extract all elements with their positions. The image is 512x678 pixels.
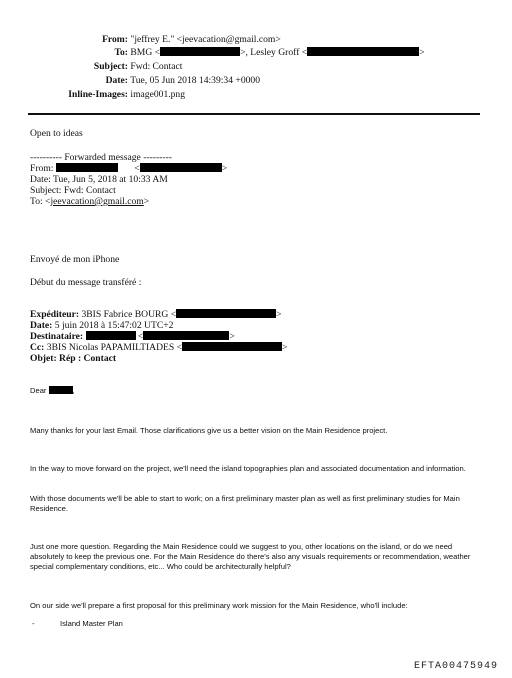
redaction-box — [307, 47, 419, 56]
forwarded-to-label: To: < — [30, 196, 51, 207]
forwarded-from-open: < — [134, 163, 140, 174]
letter-paragraph: With those documents we'll be able to start to work; on a first preliminary master plan as well as first preliminary studies for Main Residence. — [30, 494, 460, 513]
letter-paragraph: In the way to move forward on the project, we'll need the island topographies plan and associated documentation and information. — [30, 464, 466, 473]
fr-object-row — [30, 353, 116, 365]
fr-cc-close: > — [282, 342, 288, 353]
bullet-mark: - — [32, 619, 35, 628]
redaction-box — [143, 331, 229, 340]
letter-greeting-row — [30, 386, 75, 396]
header-date-value: Tue, 05 Jun 2018 14:39:34 +0000 — [130, 75, 261, 86]
forwarded-to-close: > — [143, 196, 150, 207]
open-line: Open to ideas — [30, 128, 83, 139]
fr-recipient-label: Destinataire: — [30, 331, 84, 342]
redaction-box — [49, 386, 73, 394]
redaction-box — [176, 309, 276, 318]
fr-date-value: 5 juin 2018 à 15:47:02 UTC+2 — [54, 320, 174, 331]
letter-paragraph: Many thanks for your last Email. Those clarifications give us a better vision on the Main Residence project. — [30, 426, 388, 435]
letter-paragraph: Just one more question. Regarding the Main Residence could we suggest to you, other locations on the island, or do we need absolutely to keep the previous one. For the Main Residence do there's also any visuals requirements or recommendation, weather special complementary conditions, etc... Who could be architecturally helpful? — [30, 542, 471, 571]
fr-date-label: Date: — [30, 320, 53, 331]
header-subject-row — [30, 61, 182, 73]
forwarded-to-email-link[interactable]: jeevacation@gmail.com — [50, 196, 144, 207]
header-from-row — [30, 34, 281, 46]
header-to-prefix: BMG < — [130, 47, 161, 58]
sent-from-line: Envoyé de mon iPhone — [30, 254, 120, 265]
header-divider — [28, 113, 480, 115]
forwarded-date: Date: Tue, Jun 5, 2018 at 10:33 AM — [30, 174, 168, 185]
header-to-mid: >, Lesley Groff < — [240, 47, 308, 58]
header-date-row — [30, 75, 260, 87]
fr-object-label: Objet: — [30, 353, 57, 364]
header-to-label: To: — [114, 47, 128, 58]
header-from-value: "jeffrey E." <jeevacation@gmail.com> — [130, 34, 281, 45]
redaction-box — [56, 163, 118, 172]
fr-sender-value: 3BIS Fabrice BOURG < — [81, 309, 177, 320]
redaction-box — [86, 331, 136, 340]
redaction-box — [140, 163, 222, 172]
forwarded-subject: Subject: Fwd: Contact — [30, 185, 116, 196]
header-inline-images-row — [30, 89, 185, 101]
header-inline-images-value: image001.png — [130, 89, 186, 100]
letter-paragraph: On our side we'll prepare a first proposal for this preliminary work mission for the Main Residence, who'll include: — [30, 601, 408, 610]
bullet-item: Island Master Plan — [60, 619, 123, 628]
fr-sender-close: > — [276, 309, 282, 320]
header-subject-value: Fwd: Contact — [130, 61, 183, 72]
header-date-label: Date: — [105, 75, 128, 86]
header-to-suffix: > — [419, 47, 425, 58]
forwarded-from-close: > — [221, 163, 228, 174]
fr-object-value: Rép : Contact — [59, 353, 117, 364]
header-from-label: From: — [102, 34, 128, 45]
document-id-stamp: EFTA00475949 — [413, 661, 498, 672]
transfer-start-line: Début du message transféré : — [30, 277, 142, 288]
header-to-row — [30, 47, 425, 59]
forwarded-from-label: From: — [30, 163, 54, 174]
header-inline-images-label: Inline-Images: — [68, 89, 128, 100]
forwarded-banner: ---------- Forwarded message --------- — [30, 152, 172, 163]
letter-greeting-end: , — [72, 386, 75, 395]
fr-cc-value: 3BIS Nicolas PAPAMILTIADES < — [46, 342, 183, 353]
redaction-box — [160, 47, 240, 56]
fr-cc-label: Cc: — [30, 342, 45, 353]
fr-recipient-open: < — [137, 331, 144, 342]
header-subject-label: Subject: — [93, 61, 128, 72]
fr-recipient-close: > — [229, 331, 235, 342]
redaction-box — [182, 342, 282, 351]
forwarded-to-row — [30, 196, 149, 208]
letter-greeting: Dear — [30, 386, 47, 395]
fr-sender-label: Expéditeur: — [30, 309, 80, 320]
